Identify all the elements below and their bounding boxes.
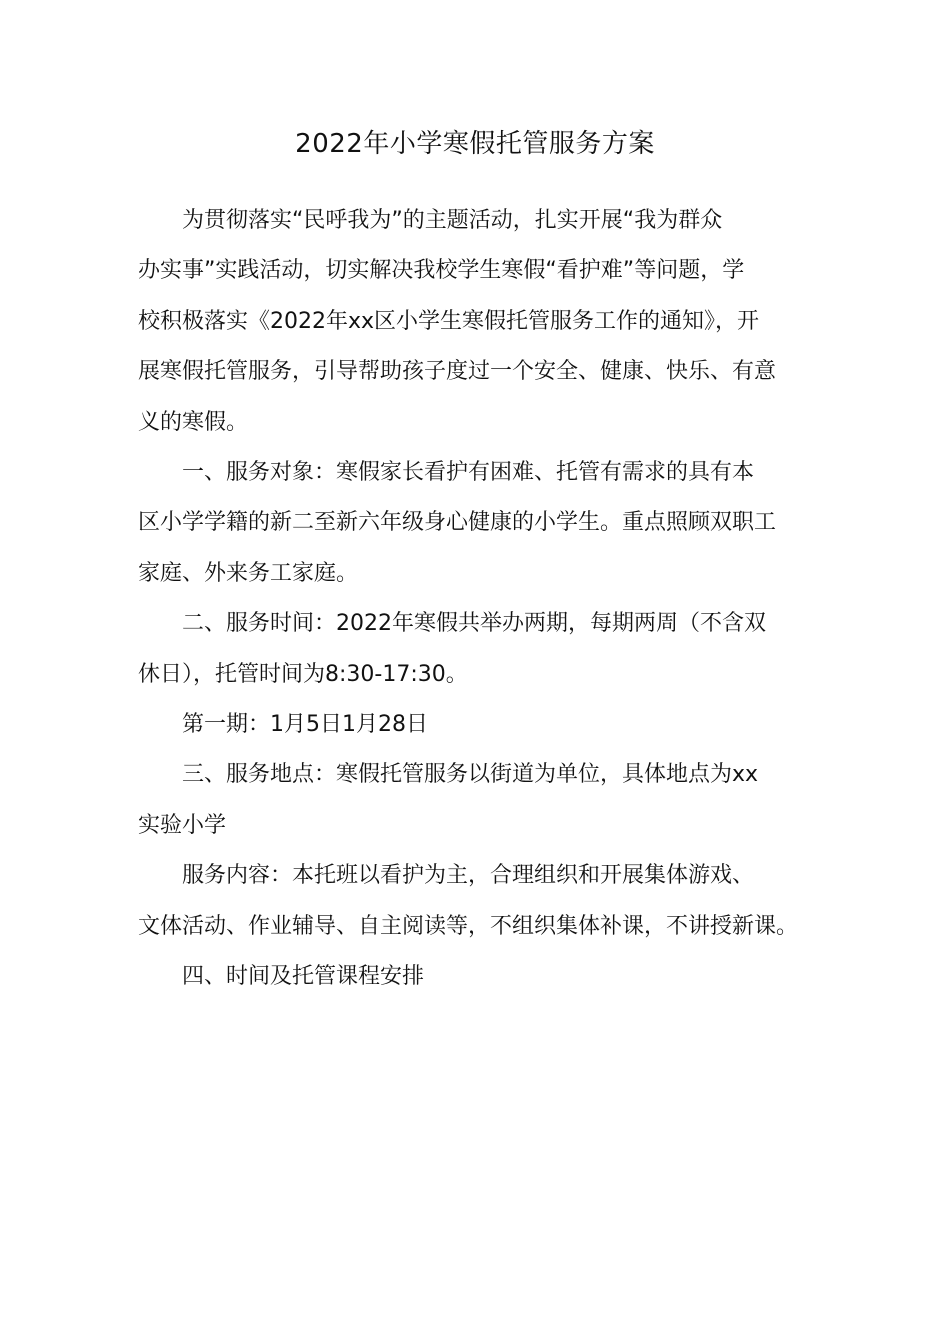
document-title: 2022年小学寒假托管服务方案 bbox=[295, 129, 655, 159]
paragraph-line: 三、服务地点：寒假托管服务以街道为单位，具体地点为xx bbox=[182, 762, 759, 788]
paragraph-line: 为贯彻落实“民呼我为”的主题活动，扎实开展“我为群众 bbox=[182, 208, 723, 233]
paragraph-schedule-heading bbox=[138, 952, 828, 1002]
paragraph-intro bbox=[138, 196, 828, 448]
paragraph-line: 校积极落实《2022年xx区小学生寒假托管服务工作的通知》，开 bbox=[138, 308, 760, 334]
paragraph-line: 办实事”实践活动，切实解决我校学生寒假“看护难”等问题，学 bbox=[138, 258, 745, 284]
paragraph-line: 区小学学籍的新二至新六年级身心健康的小学生。重点照顾双职工 bbox=[138, 510, 777, 536]
paragraph-line: 文体活动、作业辅导、自主阅读等，不组织集体补课，不讲授新课。 bbox=[138, 913, 799, 939]
paragraph-service-location bbox=[138, 750, 828, 851]
paragraph-line: 休日），托管时间为8:30-17:30。 bbox=[138, 661, 468, 687]
paragraph-line: 义的寒假。 bbox=[138, 409, 249, 435]
paragraph-service-content bbox=[138, 851, 828, 952]
paragraph-line: 第一期：1月5日1月28日 bbox=[182, 712, 428, 738]
paragraph-line: 家庭、外来务工家庭。 bbox=[138, 560, 359, 586]
paragraph-line: 一、服务对象：寒假家长看护有困难、托管有需求的具有本 bbox=[182, 460, 755, 486]
paragraph-first-period bbox=[138, 700, 828, 750]
paragraph-line: 实验小学 bbox=[138, 812, 227, 838]
paragraph-service-target bbox=[138, 448, 828, 599]
paragraph-line: 展寒假托管服务，引导帮助孩子度过一个安全、健康、快乐、有意 bbox=[138, 359, 777, 385]
paragraph-line: 二、服务时间：2022年寒假共举办两期，每期两周（不含双 bbox=[182, 611, 766, 637]
paragraph-line: 服务内容：本托班以看护为主，合理组织和开展集体游戏、 bbox=[182, 863, 755, 889]
document-body bbox=[138, 196, 828, 1003]
paragraph-service-time bbox=[138, 599, 828, 700]
paragraph-line: 四、时间及托管课程安排 bbox=[182, 964, 425, 990]
